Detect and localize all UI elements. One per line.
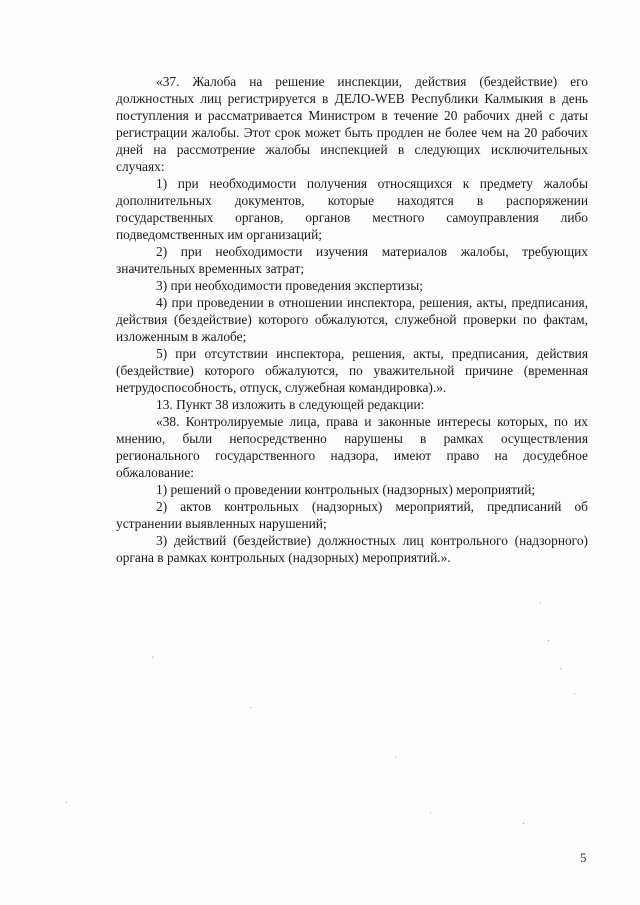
scan-speck bbox=[540, 602, 541, 603]
scan-speck bbox=[430, 812, 431, 813]
page-number: 5 bbox=[580, 850, 587, 865]
scan-speck bbox=[560, 668, 561, 669]
appeal-item-3: 3) действий (бездействие) должностных лиц контрольного (надзорного) органа в рамках контрольных (надзорных) мероприятий.». bbox=[116, 533, 588, 565]
scan-speck bbox=[548, 640, 549, 641]
list-item-1: 1) при необходимости получения относящихся к предмету жалобы дополнительных документов, которые находятся в распоряжении государственных органов, органов местного самоуправления либо подведомственных им организаций; bbox=[116, 176, 588, 242]
paragraph-37: «37. Жалоба на решение инспекции, действия (бездействие) его должностных лиц регистрируется в ДЕЛО-WEB Республики Калмыкия в день поступления и рассматривается Министром в течение 20 рабочих дней с даты регистрации жалобы. Этот срок может быть продлен не более чем на 20 рабочих дней на рассмотрение жалобы инспекцией в следующих исключительных случаях: bbox=[116, 74, 588, 174]
scan-speck bbox=[523, 823, 524, 824]
appeal-item-1: 1) решений о проведении контрольных (надзорных) мероприятий; bbox=[156, 482, 536, 497]
list-item-5: 5) при отсутствии инспектора, решения, акты, предписания, действия (бездействие) которого обжалуются, по уважительной причине (временная нетрудоспособность, отпуск, служебная командировка).». bbox=[116, 346, 588, 395]
scan-speck bbox=[574, 693, 575, 694]
scan-speck bbox=[152, 657, 153, 658]
appeal-item-2: 2) актов контрольных (надзорных) мероприятий, предписаний об устранении выявленных нарушений; bbox=[116, 499, 588, 531]
scan-speck bbox=[250, 707, 251, 708]
document-body bbox=[116, 73, 588, 566]
list-item-4: 4) при проведении в отношении инспектора, решения, акты, предписания, действия (бездействие) которого обжалуются, служебной проверки по фактам, изложенным в жалобе; bbox=[116, 295, 588, 344]
paragraph-38: «38. Контролируемые лица, права и законные интересы которых, по их мнению, были непосредственно нарушены в рамках осуществления регионального государственного надзора, имеют право на досудебное обжалование: bbox=[116, 414, 588, 480]
list-item-2: 2) при необходимости изучения материалов жалобы, требующих значительных временных затрат; bbox=[116, 244, 588, 276]
paragraph-13: 13. Пункт 38 изложить в следующей редакции: bbox=[156, 397, 425, 412]
list-item-3: 3) при необходимости проведения экспертизы; bbox=[156, 278, 423, 293]
scan-speck bbox=[395, 757, 396, 758]
scan-speck bbox=[66, 802, 67, 803]
